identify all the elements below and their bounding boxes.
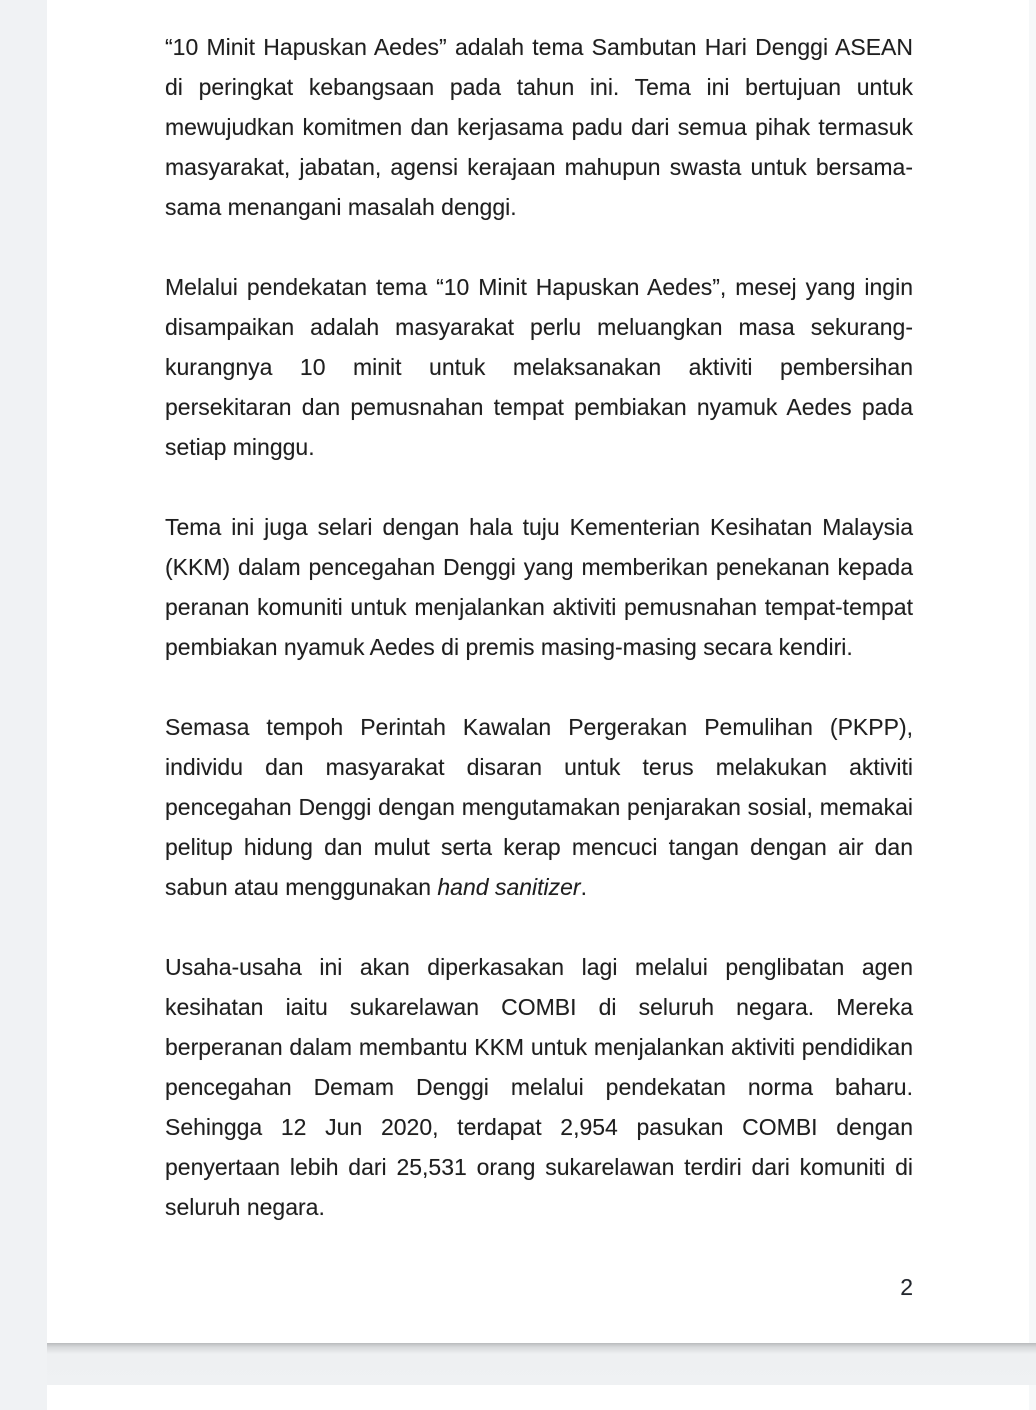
page-number: 2	[900, 1274, 913, 1300]
page-gap	[47, 1343, 1036, 1385]
text-line: Tema ini juga selari dengan hala tuju Kementerian Kesihatan Malaysia	[165, 514, 913, 540]
text-line: sama menangani masalah denggi.	[165, 194, 517, 220]
next-page-preview	[47, 1385, 1029, 1410]
viewer-gutter-left	[0, 0, 47, 1410]
text-segment: .	[580, 874, 587, 900]
text-line: kurangnya 10 minit untuk melaksanakan aktiviti pembersihan	[165, 354, 913, 380]
text-line: disampaikan adalah masyarakat perlu meluangkan masa sekurang-	[165, 314, 913, 340]
text-line: Semasa tempoh Perintah Kawalan Pergerakan Pemulihan (PKPP),	[165, 714, 913, 740]
text-line: masyarakat, jabatan, agensi kerajaan mahupun swasta untuk bersama-	[165, 154, 913, 180]
viewer-gutter-right	[1029, 0, 1036, 1410]
text-line: mewujudkan komitmen dan kerjasama padu dari semua pihak termasuk	[165, 114, 913, 140]
text-line: seluruh negara.	[165, 1194, 325, 1220]
text-line: “10 Minit Hapuskan Aedes” adalah tema Sambutan Hari Denggi ASEAN	[165, 34, 913, 60]
text-line: peranan komuniti untuk menjalankan aktiviti pemusnahan tempat-tempat	[165, 594, 913, 620]
text-line: pembiakan nyamuk Aedes di premis masing-masing secara kendiri.	[165, 634, 853, 660]
text-line: Melalui pendekatan tema “10 Minit Hapuskan Aedes”, mesej yang ingin	[165, 274, 913, 300]
text-line: pencegahan Demam Denggi melalui pendekatan norma baharu.	[165, 1074, 913, 1100]
paragraph-theme-message	[165, 267, 913, 467]
text-line: pelitup hidung dan mulut serta kerap mencuci tangan dengan air dan	[165, 834, 913, 860]
document-page[interactable]	[47, 0, 1029, 1343]
hand-sanitizer-italic: hand sanitizer	[437, 874, 581, 900]
text-line: kesihatan iaitu sukarelawan COMBI di seluruh negara. Mereka	[165, 994, 913, 1020]
text-line: setiap minggu.	[165, 434, 315, 460]
paragraph-theme-intro	[165, 27, 913, 227]
text-line: di peringkat kebangsaan pada tahun ini. Tema ini bertujuan untuk	[165, 74, 913, 100]
text-line: pencegahan Denggi dengan mengutamakan penjarakan sosial, memakai	[165, 794, 913, 820]
text-segment: sabun atau menggunakan	[165, 874, 438, 900]
text-line: persekitaran dan pemusnahan tempat pembiakan nyamuk Aedes pada	[165, 394, 913, 420]
text-line: Sehingga 12 Jun 2020, terdapat 2,954 pasukan COMBI dengan	[165, 1114, 913, 1140]
paragraph-pkpp	[165, 707, 913, 907]
paragraph-kkm-direction	[165, 507, 913, 667]
text-line	[165, 867, 913, 907]
text-line: penyertaan lebih dari 25,531 orang sukarelawan terdiri dari komuniti di	[165, 1154, 913, 1180]
page-text-block	[165, 27, 913, 1307]
text-line: (KKM) dalam pencegahan Denggi yang memberikan penekanan kepada	[165, 554, 913, 580]
paragraph-combi	[165, 947, 913, 1227]
text-line: individu dan masyarakat disaran untuk terus melakukan aktiviti	[165, 754, 913, 780]
text-line: Usaha-usaha ini akan diperkasakan lagi melalui penglibatan agen	[165, 954, 913, 980]
text-line: berperanan dalam membantu KKM untuk menjalankan aktiviti pendidikan	[165, 1034, 913, 1060]
